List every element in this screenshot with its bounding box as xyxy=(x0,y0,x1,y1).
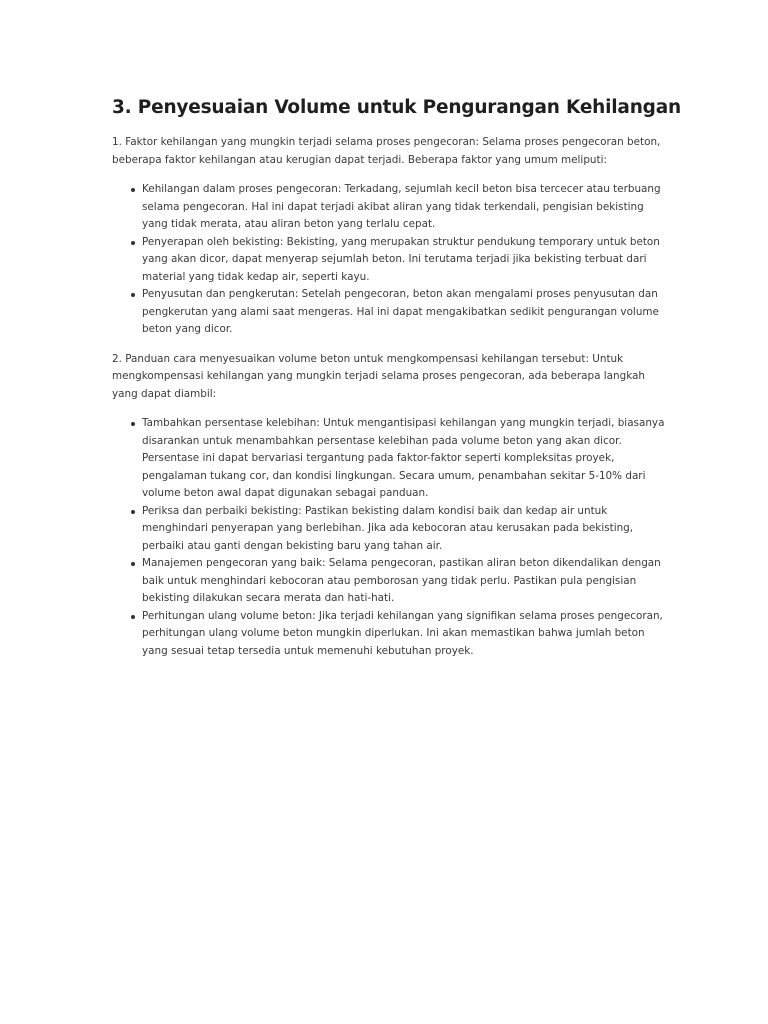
document-page xyxy=(112,94,681,672)
section-2-intro: 2. Panduan cara menyesuaikan volume beton untuk mengkompensasi kehilangan tersebut: Untuk mengkompensasi kehilangan yang mungkin terjadi selama proses pengecoran, ada beberapa langkah yang dapat diambil: xyxy=(112,352,646,400)
list-item: Perhitungan ulang volume beton: Jika terjadi kehilangan yang signifikan selama proses pengecoran, perhitungan ulang volume beton mungkin diperlukan. Ini akan memastikan bahwa jumlah beton yang sesuai tetap tersedia untuk memenuhi kebutuhan proyek. xyxy=(142,608,672,661)
list-item: Penyusutan dan pengkerutan: Setelah pengecoran, beton akan mengalami proses penyusutan dan pengkerutan yang alami saat mengeras. Hal ini dapat mengakibatkan sedikit pengurangan volume beton yang dicor. xyxy=(142,286,672,339)
section-1-intro: 1. Faktor kehilangan yang mungkin terjadi selama proses pengecoran: Selama proses pengecoran beton, beberapa faktor kehilangan atau kerugian dapat terjadi. Beberapa faktor yang umum meliputi: xyxy=(112,136,661,166)
list-item: Kehilangan dalam proses pengecoran: Terkadang, sejumlah kecil beton bisa tercecer atau terbuang selama pengecoran. Hal ini dapat terjadi akibat aliran yang tidak terkendali, pengisian bekisting yang tidak merata, atau aliran beton yang terlalu cepat. xyxy=(142,181,672,234)
section-2-list xyxy=(112,415,672,660)
list-item: Tambahkan persentase kelebihan: Untuk mengantisipasi kehilangan yang mungkin terjadi, biasanya disarankan untuk menambahkan persentase kelebihan pada volume beton yang akan dicor. Persentase ini dapat bervariasi tergantung pada faktor-faktor seperti kompleksitas proyek, pengalaman tukang cor, dan kondisi lingkungan. Secara umum, penambahan sekitar 5-10% dari volume beton awal dapat digunakan sebagai panduan. xyxy=(142,415,672,503)
list-item: Manajemen pengecoran yang baik: Selama pengecoran, pastikan aliran beton dikendalikan dengan baik untuk menghindari kebocoran atau pemborosan yang tidak perlu. Pastikan pula pengisian bekisting dilakukan secara merata dan hati-hati. xyxy=(142,555,672,608)
list-item: Periksa dan perbaiki bekisting: Pastikan bekisting dalam kondisi baik dan kedap air untuk menghindari penyerapan yang berlebihan. Jika ada kebocoran atau kerusakan pada bekisting, perbaiki atau ganti dengan bekisting baru yang tahan air. xyxy=(142,503,672,556)
section-1-list xyxy=(112,181,672,339)
page-title: 3. Penyesuaian Volume untuk Pengurangan Kehilangan xyxy=(112,97,681,118)
list-item: Penyerapan oleh bekisting: Bekisting, yang merupakan struktur pendukung temporary untuk beton yang akan dicor, dapat menyerap sejumlah beton. Ini terutama terjadi jika bekisting terbuat dari material yang tidak kedap air, seperti kayu. xyxy=(142,234,672,287)
